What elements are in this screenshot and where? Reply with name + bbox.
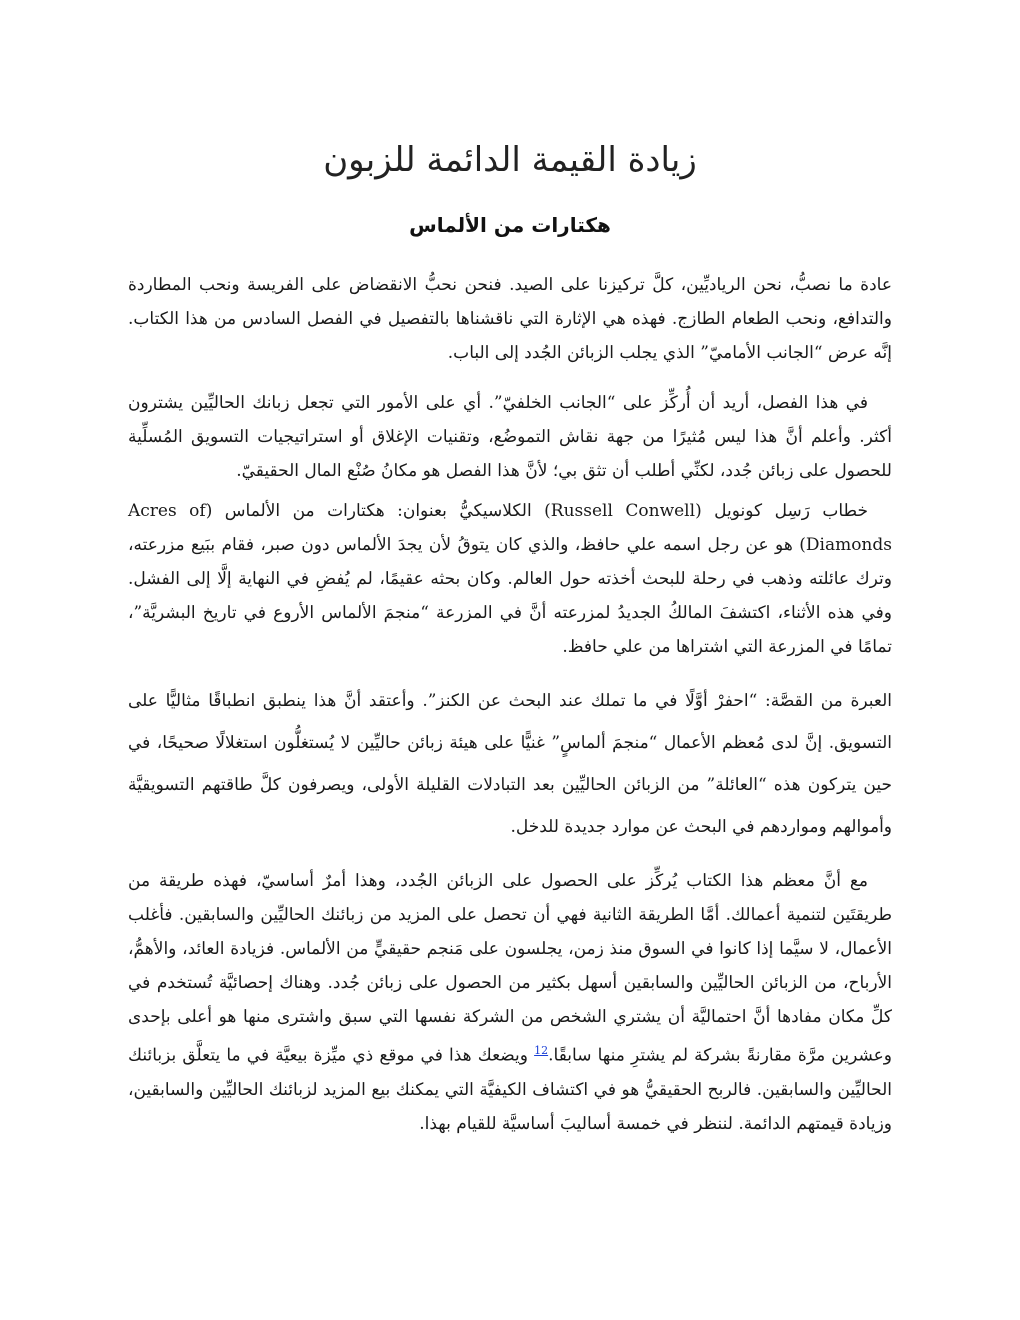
page-title: زيادة القيمة الدائمة للزبون <box>323 140 697 180</box>
paragraph-moral: العبرة من القصَّة: “احفرْ أوَّلًا في ما تملك عند البحث عن الكنز”. وأعتقد أنَّ هذا ينطبق انطباقًا مثاليًّا على التسويق. إنَّ لدى مُعظم الأعمال “منجمَ ألماسٍ” غنيًّا على هيئة زبائن حاليِّين لا يُستغلُّون استغلالًا صحيحًا، في حين يتركون هذه “العائلة” من الزبائن الحاليِّين بعد التبادلات القليلة الأولى، ويصرفون كلَّ طاقتهم التسويقيَّة وأموالهم ومواردهم في البحث عن موارد جديدة للدخل. <box>128 691 892 837</box>
footnote-reference-link[interactable]: 12 <box>534 1044 549 1057</box>
paragraph-existing-customers-continuation: ويضعك هذا في موقع ذي ميِّزة بيعيَّة في ما يتعلَّق بزبائنك الحاليِّين والسابقين. فالربح الحقيقيُّ هو في اكتشاف الكيفيَّة التي يمكنك بيع المزيد لزبائنك الحاليِّين والسابقين، وزيادة قيمتهم الدائمة. لننظر في خمسة أساليبَ أساسيَّة للقيام بهذا. <box>128 1045 892 1134</box>
paragraph-existing-customers <box>128 864 892 1141</box>
paragraph-intro: عادة ما نصبُّ، نحن الرياديِّين، كلَّ تركيزنا على الصيد. فنحن نحبُّ الانقضاض على الفريسة ونحب المطاردة والتدافع، ونحب الطعام الطازج. فهذه هي الإثارة التي ناقشناها بالتفصيل في الفصل السادس من هذا الكتاب. إنَّه عرض “الجانب الأماميّ” الذي يجلب الزبائن الجُدد إلى الباب. <box>128 275 892 363</box>
paragraph-existing-customers-text: مع أنَّ معظم هذا الكتاب يُركِّز على الحصول على الزبائن الجُدد، وهذا أمرٌ أساسيّ، فهذه طريقة من طريقتَين لتنمية أعمالك. أمَّا الطريقة الثانية فهي أن تحصل على المزيد من زبائنك الحاليِّين والسابقين. فأغلب الأعمال، لا سيَّما إذا كانوا في السوق منذ زمن، يجلسون على مَنجم حقيقيٍّ من الألماس. فزيادة العائد، والأهمُّ، الأرباح، من الزبائن الحاليِّين والسابقين أسهل بكثير من الحصول على زبائن جُدد. وهناك إحصائيَّة تُستخدم في كلِّ مكان مفادها أنَّ احتماليَّة أن يشتري الشخص من الشركة نفسها التي سبق واشترى منها هو أعلى بإحدى وعشرين مرَّة مقارنةً بشركة لم يشترِ منها سابقًا. <box>128 871 892 1066</box>
document-page <box>128 130 892 1157</box>
section-subtitle: هكتارات من الألماس <box>409 213 611 237</box>
paragraph-backend: في هذا الفصل، أريد أن أُركِّز على “الجانب الخلفيّ”. أي على الأمور التي تجعل زبانك الحاليِّين يشترون أكثر. وأعلم أنَّ هذا ليس مُثيرًا من جهة نقاش التموضُع، وتقنيات الإغلاق أو استراتيجيات التسويق المُسلِّية للحصول على زبائن جُدد، لكنِّي أطلب أن تثق بي؛ لأنَّ هذا الفصل هو مكانُ صُنْع المال الحقيقيّ. <box>128 393 892 481</box>
paragraph-acres-of-diamonds: خطاب رَسِل كونويل (Russell Conwell) الكلاسيكيُّ بعنوان: هكتارات من الألماس (Acres of Diamonds) هو عن رجل اسمه علي حافظ، والذي كان يتوقُ لأن يجدَ الألماس دون صبر، فقام ببَيع مزرعته، وترك عائلته وذهب في رحلة للبحث أخذته حول العالم. وكان بحثه عقيمًا، لم يُفضِ في النهاية إلَّا إلى الفشل. وفي هذه الأثناء، اكتشفَ المالكُ الجديدُ لمزرعته أنَّ في المزرعة “منجمَ الألماس الأروع في تاريخ البشريَّة”، تمامًا في المزرعة التي اشتراها من علي حافظ. <box>128 501 892 657</box>
